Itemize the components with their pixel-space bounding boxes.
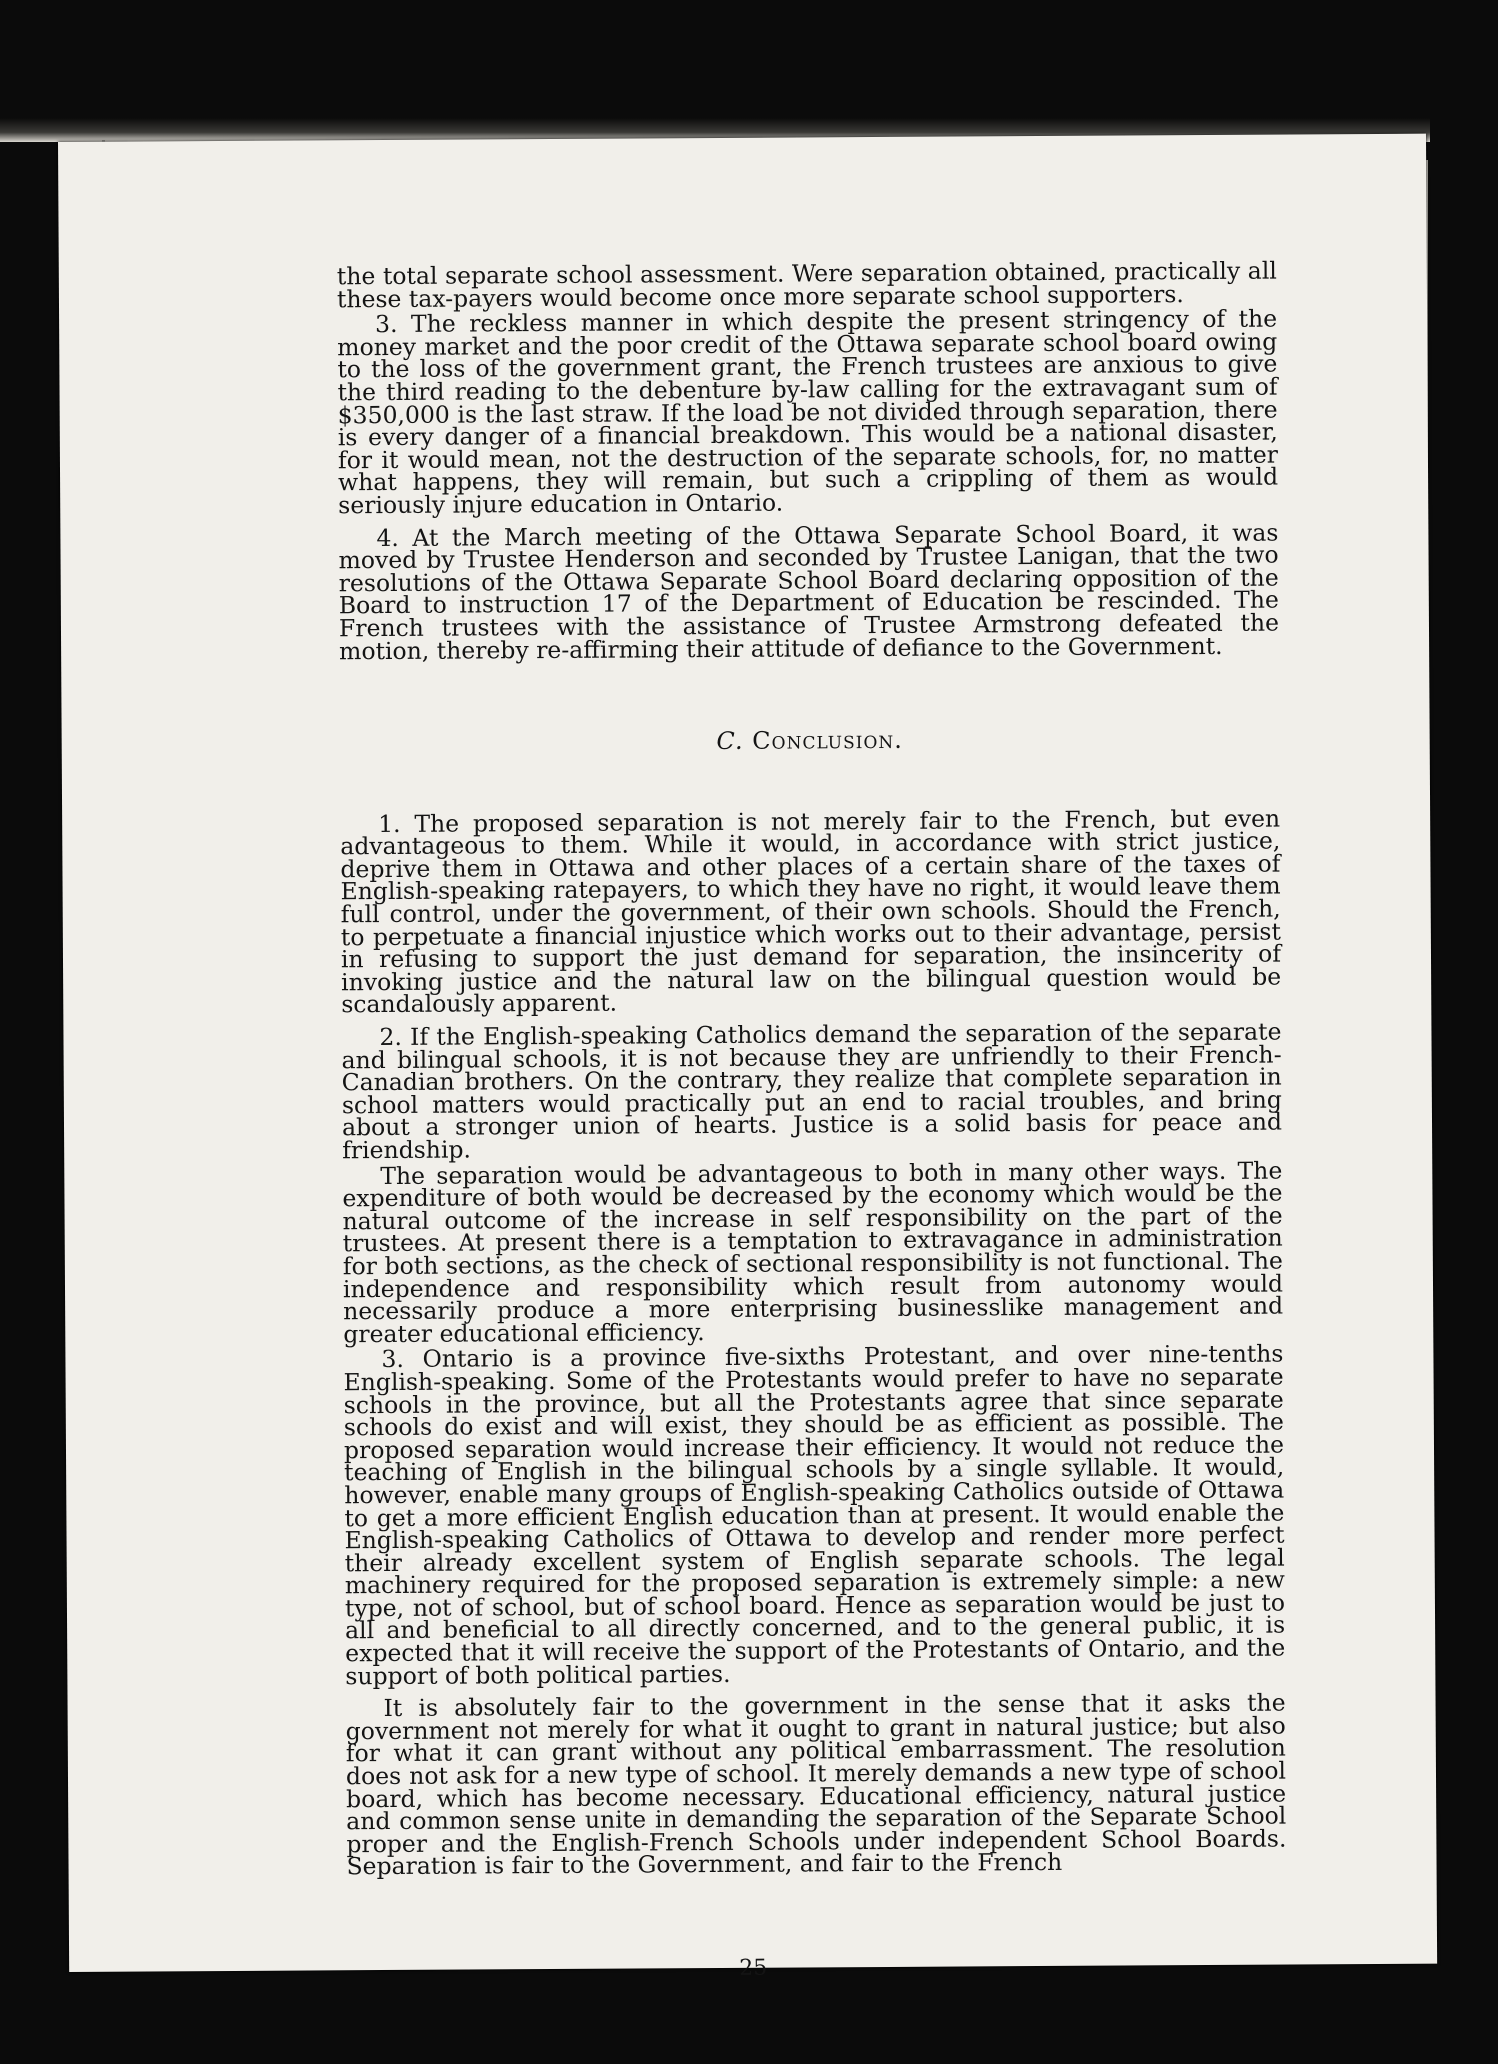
paragraph: the total separate school assessment. Were separation obtained, practically all these tax-payers would become once more separate school supporters. <box>336 256 1277 313</box>
page <box>58 134 1437 1981</box>
section-title: Conclusion. <box>752 725 903 755</box>
page-number: 25 <box>739 1955 768 1981</box>
paragraph: It is absolutely fair to the government in the sense that it asks the government not merely for what it ought to grant in natural justice; but also for what it can grant without any political embarrassment. The resolution does not ask for a new type of school. It merely demands a new type of school board, which has become necessary. Educational efficiency, natural justice and common sense unite in demanding the separation of the Separate School proper and the English-French Schools under independent School Boards. Separation is fair to the Government, and fair to the French <box>345 1688 1287 1881</box>
paragraph: 3. Ontario is a province five-sixths Protestant, and over nine-tenths English-speaking. Some of the Protestants would prefer to have no separate schools in the province, but all the Protestants agree that since separate schools do exist and will exist, they should be as efficient as possible. The proposed separation would increase their efficiency. It would not reduce the teaching of English in the bilingual schools by a single syllable. It would, however, enable many groups of English-speaking Catholics outside of Ottawa to get a more efficient English education than at present. It would enable the English-speaking Catholics of Ottawa to develop and render more perfect their already excellent system of English separate schools. The legal machinery required for the proposed separation is extremely simple: a new type, not of school, but of school board. Hence as separation would be just to all and beneficial to all directly concerned, and to the general public, it is expected that it will receive the support of the Protestants of Ontario, and the support of both political parties. <box>343 1339 1286 1690</box>
paragraph: 1. The proposed separation is not merely fair to the French, but even advantageous to them. While it would, in accordance with strict justice, deprive them in Ottawa and other places of a certain share of the taxes of English-speaking ratepayers, to which they have no right, it would leave them full control, under the government, of their own schools. Should the French, to perpetuate a financial injustice which works out to their advantage, persist in refusing to support the just demand for separation, the insincerity of invoking justice and the natural law on the bilingual question would be scandalously apparent. <box>340 804 1282 1019</box>
body-text <box>336 256 1287 1881</box>
section-letter: C. <box>716 726 744 756</box>
paragraph: 3. The reckless manner in which despite the present stringency of the money market and the poor credit of the Ottawa separate school board owing to the loss of the government grant, the French trustees are anxious to give the third reading to the debenture by-law calling for the extravagant sum of $350,000 is the last straw. If the load be not divided through separation, there is every danger of a financial breakdown. This would be a national disaster, for it would mean, not the destruction of the separate schools, for, no matter what happens, they will remain, but such a crippling of them as would seriously injure education in Ontario. <box>337 304 1279 520</box>
paragraph: 2. If the English-speaking Catholics demand the separation of the separate and bilingual schools, it is not because they are unfriendly to their French-Canadian brothers. On the contrary, they realize that complete separation in school matters would practically put an end to racial troubles, and bring about a stronger union of hearts. Justice is a solid basis for peace and friendship. <box>341 1017 1283 1165</box>
paragraph: 4. At the March meeting of the Ottawa Separate School Board, it was moved by Trustee Henderson and seconded by Trustee Lanigan, that the two resolutions of the Ottawa Separate School Board declaring opposition of the Board to instruction 17 of the Department of Education be rescinded. The French trustees with the assistance of Trustee Armstrong defeated the motion, thereby re-affirming their attitude of defiance to the Government. <box>338 518 1280 665</box>
paragraph: The separation would be advantageous to both in many other ways. The expenditure of both would be decreased by the economy which would be the natural outcome of the increase in self responsibility on the part of the trustees. At present there is a temptation to extravagance in administration for both sections, as the check of sectional responsibility is not functional. The independence and responsibility which result from autonomy would necessarily produce a more enterprising businesslike management and greater educational efficiency. <box>342 1156 1284 1349</box>
section-heading <box>340 727 1280 755</box>
